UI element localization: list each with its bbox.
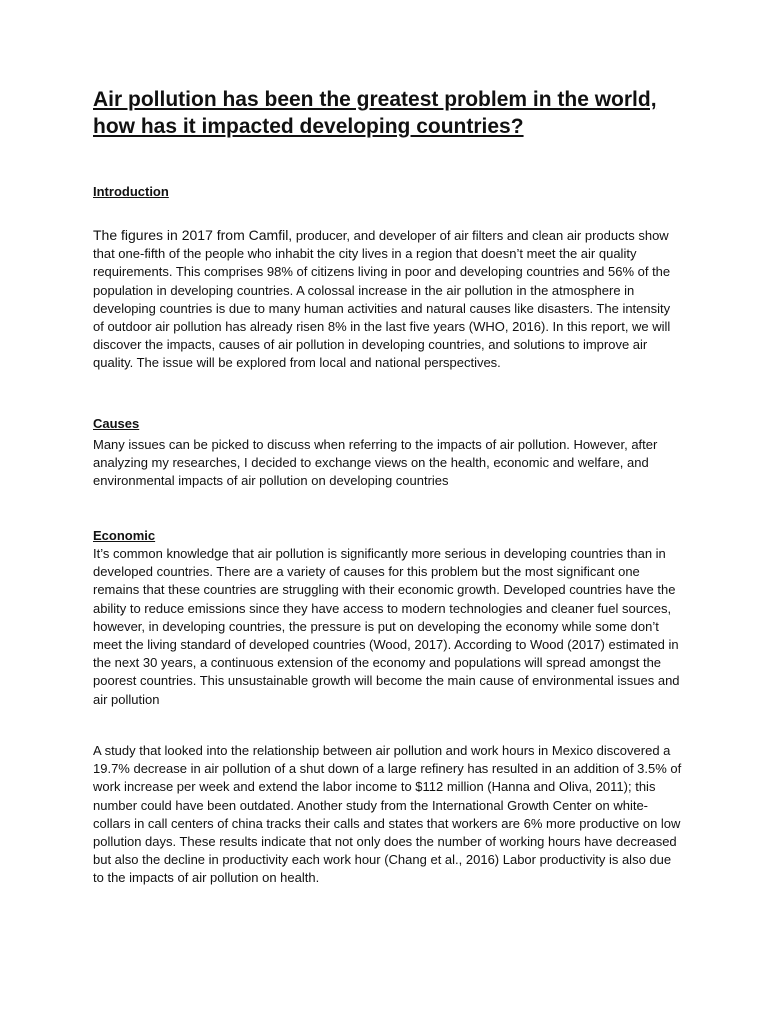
introduction-body-text: producer, and developer of air filters and clean air products show that one-fifth of the people who inhabit the city lives in a region that doesn’t meet the air quality requirements. This comprises 98% of citizens living in poor and developing countries and 56% of the population in developing countries. A colossal increase in the air pollution in the atmosphere in developing countries is due to many human activities and natural causes like disasters. The intensity of outdoor air pollution has already risen 8% in the last five years (WHO, 2016). In this report, we will discover the impacts, causes of air pollution in developing countries, and solutions to improve air quality. The issue will be explored from local and national perspectives. — [93, 228, 671, 371]
introduction-heading: Introduction — [93, 184, 169, 199]
causes-heading: Causes — [93, 416, 140, 431]
causes-paragraph: Many issues can be picked to discuss when referring to the impacts of air pollution. However, after analyzing my researches, I decided to exchange views on the health, economic and welfare, and environmental impacts of air pollution on developing countries — [93, 437, 658, 489]
economic-paragraph-2: A study that looked into the relationship between air pollution and work hours in Mexico discovered a 19.7% decrease in air pollution of a shut down of a large refinery has resulted in an addition of 3.5% of work increase per week and extend the labor income to $112 million (Hanna and Oliva, 2011); this number could have been outdated. Another study from the International Growth Center on white-collars in call centers of china tracks their calls and states that workers are 6% more productive on low pollution days. These results indicate that not only does the number of working hours have decreased but also the decline in productivity each work hour (Chang et al., 2016) Labor productivity is also due to the impacts of air pollution on health. — [93, 743, 682, 886]
introduction-paragraph — [93, 226, 673, 373]
introduction-lead-text: The figures in 2017 from Camfil, — [93, 227, 293, 243]
economic-paragraph-1: It’s common knowledge that air pollution is significantly more serious in developing countries than in developed countries. There are a variety of causes for this problem but the most significant one remains that these countries are struggling with their economic growth. Developed countries have the ability to reduce emissions since they have access to modern technologies and cleaner fuel sources, however, in developing countries, the pressure is put on developing the economy while some don’t meet the living standard of developed countries (Wood, 2017). According to Wood (2017) estimated in the next 30 years, a continuous extension of the economy and populations will spread amongst the poorest countries. This unsustainable growth will become the main cause of environmental issues and air pollution — [93, 546, 680, 707]
document-title: Air pollution has been the greatest problem in the world, how has it impacted developing countries? — [93, 88, 657, 138]
economic-heading: Economic — [93, 528, 156, 543]
